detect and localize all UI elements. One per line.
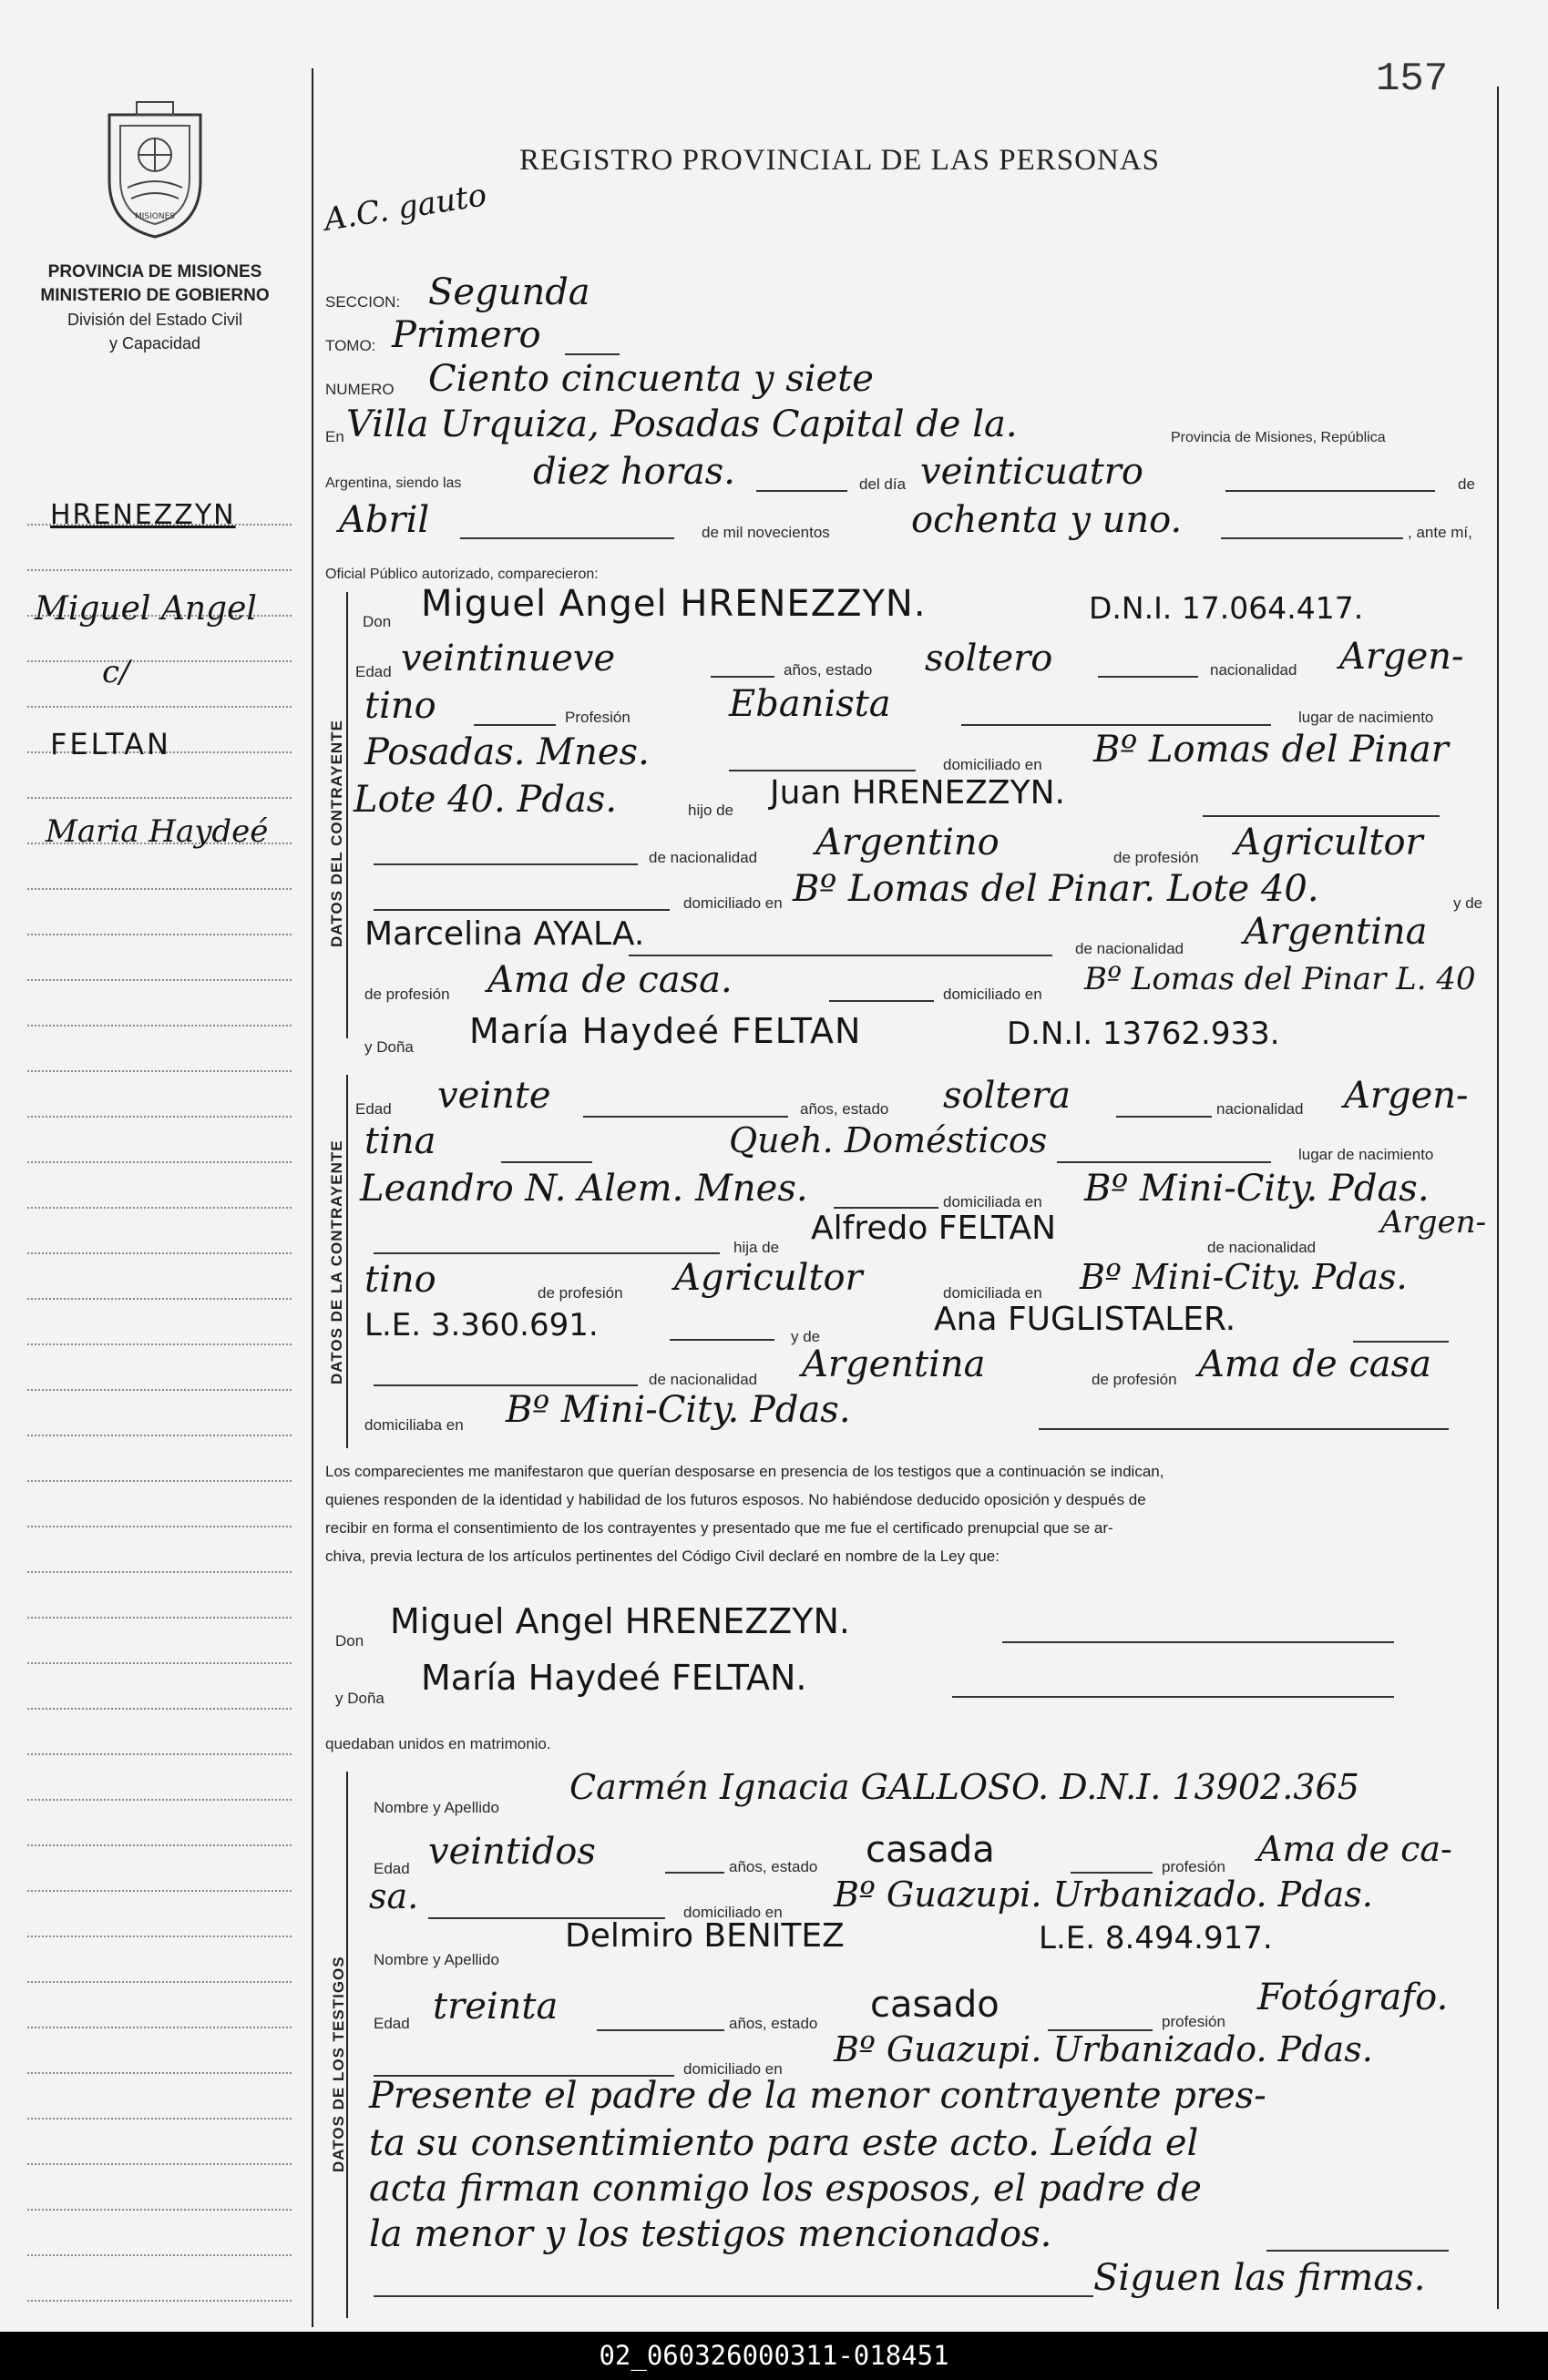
margin-ruled-line xyxy=(27,1298,292,1300)
margin-ruled-line xyxy=(27,2072,292,2074)
c2-padre-nac-label: de nacionalidad xyxy=(1207,1239,1317,1256)
testigo1-edad: veintidos xyxy=(428,1831,596,1873)
margin-ruled-line xyxy=(27,1708,292,1710)
madre-prof-underline xyxy=(829,1000,934,1002)
testigo2-edad: treinta xyxy=(433,1986,559,2028)
t1-profesion-label: profesión xyxy=(1162,1858,1225,1875)
t2-profesion-label: profesión xyxy=(1162,2013,1225,2030)
contrayente1-domicilio-a: Bº Lomas del Pinar xyxy=(1093,729,1449,771)
c2-padre-doc-underline xyxy=(670,1339,774,1341)
del-dia-label: del día xyxy=(859,475,907,493)
contrayente1-padre-dom: Bº Lomas del Pinar. Lote 40. xyxy=(793,868,1319,910)
mes-underline xyxy=(460,537,674,539)
t1-estado-underline xyxy=(1071,1872,1153,1874)
contrayente2-padre-doc: L.E. 3.360.691. xyxy=(364,1307,599,1343)
t2-nombre-label: Nombre y Apellido xyxy=(374,1951,499,1968)
margin-ruled-line xyxy=(27,1936,292,1937)
c2-madre-nac-label: de nacionalidad xyxy=(649,1371,758,1388)
anios-estado-label: años, estado xyxy=(784,661,873,679)
ante-mi-label: , ante mí, xyxy=(1408,524,1472,541)
contrayente1-madre-prof: Ama de casa. xyxy=(487,959,733,1001)
statement-dona-label: y Doña xyxy=(335,1690,384,1707)
don-label: Don xyxy=(363,613,392,630)
numero-value: Ciento cincuenta y siete xyxy=(428,358,874,400)
margin-ruled-line xyxy=(27,660,292,662)
margin-ruled-line xyxy=(27,1662,292,1664)
testigo2-estado: casado xyxy=(870,1984,1000,2026)
padre-dom-lead-line xyxy=(374,909,670,911)
testigo1-profesion-b: sa. xyxy=(369,1876,419,1916)
lugar-value: Villa Urquiza, Posadas Capital de la. xyxy=(346,403,1018,445)
padre-underline xyxy=(1203,815,1440,817)
t1-edad-underline xyxy=(665,1872,724,1874)
nota-line3: acta firman conmigo los esposos, el padre de xyxy=(369,2168,1202,2210)
org-line2: MINISTERIO DE GOBIERNO xyxy=(40,286,270,305)
madre-domiciliado-label: domiciliado en xyxy=(943,986,1042,1003)
testigo2-profesion: Fotógrafo. xyxy=(1257,1977,1449,2018)
de-profesion-label: de profesión xyxy=(1113,849,1199,866)
nac-b-underline xyxy=(474,724,556,726)
testigo2-doc: L.E. 8.494.917. xyxy=(1039,1920,1273,1956)
nota-line1: Presente el padre de la menor contrayente pres- xyxy=(369,2075,1266,2117)
y-de-label: y de xyxy=(1453,894,1483,912)
contrayente2-box-border xyxy=(346,1075,348,1448)
left-border-line xyxy=(312,68,313,2327)
contrayente2-padre: Alfredo FELTAN xyxy=(811,1210,1057,1247)
margin-ruled-line xyxy=(27,1025,292,1027)
t2-anios-estado-label: años, estado xyxy=(729,2015,818,2032)
footer-id-bar: 02_060326000311-018451 xyxy=(0,2332,1548,2380)
contrayente1-side-label: DATOS DEL CONTRAYENTE xyxy=(328,720,345,947)
tomo-underline xyxy=(565,353,620,355)
c2-madre-underline xyxy=(1353,1341,1449,1343)
statement-line3: recibir en forma el consentimiento de los contrayentes y presentado que me fue el certificado prenupcial que se ar- xyxy=(325,1519,1113,1537)
testigo2-domicilio: Bº Guazupi. Urbanizado. Pdas. xyxy=(834,2029,1373,2069)
c2-nac-b-underline xyxy=(501,1161,592,1163)
margin-ruled-line xyxy=(27,1526,292,1527)
margin-ruled-line xyxy=(27,2027,292,2028)
anio-value: ochenta y uno. xyxy=(911,499,1183,541)
contrayente1-profesion: Ebanista xyxy=(729,683,891,725)
estado-underline xyxy=(1098,676,1198,678)
y-dona-label: y Doña xyxy=(364,1038,414,1056)
org-line4: y Capacidad xyxy=(108,334,201,352)
c2-y-de-label: y de xyxy=(791,1328,821,1345)
nota-line4: la menor y los testigos mencionados. xyxy=(369,2213,1052,2255)
c2-madre-dom-underline xyxy=(1039,1428,1449,1430)
contrayente1-domicilio-b: Lote 40. Pdas. xyxy=(354,779,618,821)
margin-ruled-line xyxy=(27,1207,292,1209)
margin-ruled-line xyxy=(27,1252,292,1254)
contrayente1-madre-dom: Bº Lomas del Pinar L. 40 xyxy=(1084,961,1476,997)
margin-ruled-line xyxy=(27,569,292,571)
contrayente2-nacionalidad-a: Argen- xyxy=(1344,1075,1469,1117)
contrayente1-lugar-nac: Posadas. Mnes. xyxy=(364,731,650,773)
margin-ruled-line xyxy=(27,1116,292,1118)
statement-line1: Los comparecientes me manifestaron que querían desposarse en presencia de los testigos que a continuación se indican, xyxy=(325,1463,1164,1480)
official-signature-note: A.C. gauto xyxy=(321,177,489,239)
margin-ruled-line xyxy=(27,1070,292,1072)
lugar-nac-label: lugar de nacimiento xyxy=(1298,709,1434,726)
c2-estado-underline xyxy=(1116,1116,1212,1118)
contrayente2-padre-dom: Bº Mini-City. Pdas. xyxy=(1080,1257,1408,1297)
oficial-text: Oficial Público autorizado, comparecieron: xyxy=(325,567,599,582)
c2-padre-prof-label: de profesión xyxy=(538,1284,623,1302)
contrayente1-box-border xyxy=(346,592,348,1038)
contrayente2-padre-nac-a: Argen- xyxy=(1380,1204,1487,1241)
margin-ruled-line xyxy=(27,888,292,890)
margin-surname1: HRENEZZYN xyxy=(50,499,236,531)
contrayente2-profesion: Queh. Domésticos xyxy=(729,1120,1048,1160)
contrayente2-side-label: DATOS DE LA CONTRAYENTE xyxy=(328,1139,345,1384)
margin-ruled-line xyxy=(27,1161,292,1163)
en-label: En xyxy=(325,428,344,445)
tomo-value: Primero xyxy=(392,314,541,356)
contrayente2-nombre: María Haydeé FELTAN xyxy=(469,1011,862,1051)
t1-nombre-label: Nombre y Apellido xyxy=(374,1799,499,1816)
contrayente2-madre-prof: Ama de casa xyxy=(1198,1343,1431,1385)
c2-nacionalidad-label: nacionalidad xyxy=(1216,1100,1304,1118)
seccion-label: SECCION: xyxy=(325,293,401,311)
statement-line4: chiva, previa lectura de los artículos pertinentes del Código Civil declaré en nombre de la Ley que: xyxy=(325,1548,1000,1565)
org-line1: PROVINCIA DE MISIONES xyxy=(47,262,262,281)
svg-text:MISIONES: MISIONES xyxy=(134,212,176,221)
right-border-line xyxy=(1497,87,1499,2309)
nota5-lead-line xyxy=(374,2295,1093,2297)
mes-value: Abril xyxy=(339,499,430,541)
contrayente1-madre-nac: Argentina xyxy=(1244,911,1428,953)
c2-madre-prof-label: de profesión xyxy=(1092,1371,1177,1388)
seccion-value: Segunda xyxy=(428,271,590,313)
madre-underline xyxy=(629,955,1052,956)
contrayente1-edad: veintinueve xyxy=(401,638,616,679)
contrayente2-madre: Ana FUGLISTALER. xyxy=(934,1301,1236,1338)
profesion-underline xyxy=(961,724,1271,726)
margin-ruled-line xyxy=(27,706,292,708)
testigos-side-label: DATOS DE LOS TESTIGOS xyxy=(330,1956,347,2172)
edad-label: Edad xyxy=(355,663,392,680)
contrayente1-nombre: Miguel Angel HRENEZZYN. xyxy=(421,583,927,625)
c2-padre-dom-label: domiciliada en xyxy=(943,1284,1042,1302)
provincia-text: Provincia de Misiones, República xyxy=(1171,430,1386,445)
margin-ruled-line xyxy=(27,1844,292,1846)
c2-lugar-nac-label: lugar de nacimiento xyxy=(1298,1146,1434,1163)
testigo1-nombre: Carmén Ignacia GALLOSO. D.N.I. 13902.365 xyxy=(569,1767,1359,1807)
contrayente2-madre-dom: Bº Mini-City. Pdas. xyxy=(506,1389,851,1431)
nota-line2: ta su consentimiento para este acto. Leída el xyxy=(369,2122,1199,2164)
numero-label: NUMERO xyxy=(325,381,395,398)
margin-ruled-line xyxy=(27,797,292,799)
t2-edad-underline xyxy=(597,2029,724,2031)
contrayente1-estado: soltero xyxy=(925,638,1053,679)
margin-ruled-line xyxy=(27,1435,292,1436)
argentina-text: Argentina, siendo las xyxy=(325,475,462,491)
statement-don: Miguel Angel HRENEZZYN. xyxy=(390,1601,850,1641)
nota4-underline xyxy=(1266,2250,1449,2252)
provincial-seal xyxy=(91,98,219,244)
margin-ruled-line xyxy=(27,2209,292,2211)
t1-edad-label: Edad xyxy=(374,1860,410,1877)
c2-edad-underline xyxy=(583,1116,788,1118)
testigo1-estado: casada xyxy=(866,1829,995,1871)
t2-domiciliado-label: domiciliado en xyxy=(683,2060,783,2078)
domiciliado-label: domiciliado en xyxy=(943,756,1042,773)
contrayente2-estado: soltera xyxy=(943,1075,1071,1117)
de-label: de xyxy=(1458,475,1475,493)
margin-ruled-line xyxy=(27,934,292,935)
padre-nac-lead-line xyxy=(374,863,638,865)
tomo-label: TOMO: xyxy=(325,337,376,354)
document-title: REGISTRO PROVINCIAL DE LAS PERSONAS xyxy=(519,144,1161,177)
margin-ruled-line xyxy=(27,2300,292,2302)
margin-ruled-line xyxy=(27,2163,292,2165)
padre-domiciliado-label: domiciliado en xyxy=(683,894,783,912)
hijo-label: hijo de xyxy=(688,802,734,819)
margin-ruled-line xyxy=(27,1617,292,1619)
contrayente2-padre-nac-b: tino xyxy=(364,1259,436,1301)
madre-profesion-label: de profesión xyxy=(364,986,450,1003)
contrayente1-nacionalidad-a: Argen- xyxy=(1339,636,1464,678)
statement-don-underline xyxy=(1002,1641,1394,1643)
t1-anios-estado-label: años, estado xyxy=(729,1858,818,1875)
edad-underline xyxy=(711,676,774,678)
margin-given2: Maria Haydeé xyxy=(46,813,269,850)
c2-padre-lead-line xyxy=(374,1252,720,1254)
contrayente1-nacionalidad-b: tino xyxy=(364,685,436,727)
margin-ruled-line xyxy=(27,1389,292,1391)
contrayente2-edad: veinte xyxy=(437,1075,551,1117)
c2-edad-label: Edad xyxy=(355,1100,392,1118)
de-mil-label: de mil novecientos xyxy=(702,524,830,541)
t2-edad-label: Edad xyxy=(374,2015,410,2032)
margin-ruled-line xyxy=(27,1799,292,1801)
contrayente2-lugar-nac: Leandro N. Alem. Mnes. xyxy=(360,1168,808,1210)
statement-don-label: Don xyxy=(335,1632,364,1650)
margin-surname2: FELTAN xyxy=(50,727,171,761)
margin-ruled-line xyxy=(27,2254,292,2256)
margin-ruled-line xyxy=(27,1343,292,1345)
testigo1-profesion-a: Ama de ca- xyxy=(1257,1829,1452,1869)
margin-connector: c/ xyxy=(102,654,130,690)
lugar-nac-underline xyxy=(729,770,916,771)
page-number: 157 xyxy=(1376,56,1449,102)
contrayente2-padre-prof: Agricultor xyxy=(674,1257,863,1299)
contrayente2-domicilio: Bº Mini-City. Pdas. xyxy=(1084,1168,1430,1210)
c2-lugar-nac-underline xyxy=(834,1207,938,1209)
c2-anios-estado-label: años, estado xyxy=(800,1100,889,1118)
contrayente2-nacionalidad-b: tina xyxy=(364,1120,436,1162)
dia-underline xyxy=(1225,490,1435,492)
contrayente2-dni: D.N.I. 13762.933. xyxy=(1007,1016,1280,1052)
t1-domiciliado-label: domiciliado en xyxy=(683,1904,783,1921)
statement-dona-underline xyxy=(952,1696,1394,1698)
statement-dona: María Haydeé FELTAN. xyxy=(421,1658,807,1698)
org-line3: División del Estado Civil xyxy=(67,311,243,329)
c2-domiciliada-label: domiciliada en xyxy=(943,1193,1042,1210)
statement-paragraph xyxy=(325,1457,1492,1570)
hija-label: hija de xyxy=(733,1239,780,1256)
margin-ruled-line xyxy=(27,1480,292,1482)
hora-value: diez horas. xyxy=(533,451,735,493)
madre-nacionalidad-label: de nacionalidad xyxy=(1075,940,1184,957)
margin-given1: Miguel Angel xyxy=(35,590,257,628)
dia-value: veinticuatro xyxy=(920,451,1143,493)
contrayente1-madre: Marcelina AYALA. xyxy=(364,915,645,953)
margin-ruled-line xyxy=(27,1890,292,1892)
margin-ruled-line xyxy=(27,1981,292,1983)
c2-madre-nac-lead-line xyxy=(374,1384,638,1386)
quedaban-text: quedaban unidos en matrimonio. xyxy=(325,1735,551,1752)
contrayente1-padre-prof: Agricultor xyxy=(1235,822,1423,863)
nacionalidad-label: nacionalidad xyxy=(1210,661,1297,679)
anio-underline xyxy=(1221,537,1403,539)
nota-line5: Siguen las firmas. xyxy=(1093,2257,1426,2299)
margin-ruled-line xyxy=(27,1571,292,1573)
domiciliaba-label: domiciliaba en xyxy=(364,1416,464,1434)
testigo1-domicilio: Bº Guazupi. Urbanizado. Pdas. xyxy=(834,1874,1373,1915)
contrayente1-dni: D.N.I. 17.064.417. xyxy=(1089,590,1364,626)
c2-profesion-underline xyxy=(1057,1161,1271,1163)
contrayente2-madre-nac: Argentina xyxy=(802,1343,986,1385)
testigo2-nombre: Delmiro BENITEZ xyxy=(565,1917,845,1955)
de-nacionalidad-label: de nacionalidad xyxy=(649,849,758,866)
margin-ruled-line xyxy=(27,979,292,981)
contrayente1-padre-nac: Argentino xyxy=(815,822,1000,863)
hora-underline xyxy=(756,490,847,492)
profesion-label: Profesión xyxy=(565,709,630,726)
margin-ruled-line xyxy=(27,2118,292,2120)
statement-line2: quienes responden de la identidad y habilidad de los futuros esposos. No habiéndose deducido oposición y después de xyxy=(325,1491,1146,1508)
org-block xyxy=(18,260,292,355)
margin-ruled-line xyxy=(27,1753,292,1755)
contrayente1-padre: Juan HRENEZZYN. xyxy=(770,774,1065,812)
